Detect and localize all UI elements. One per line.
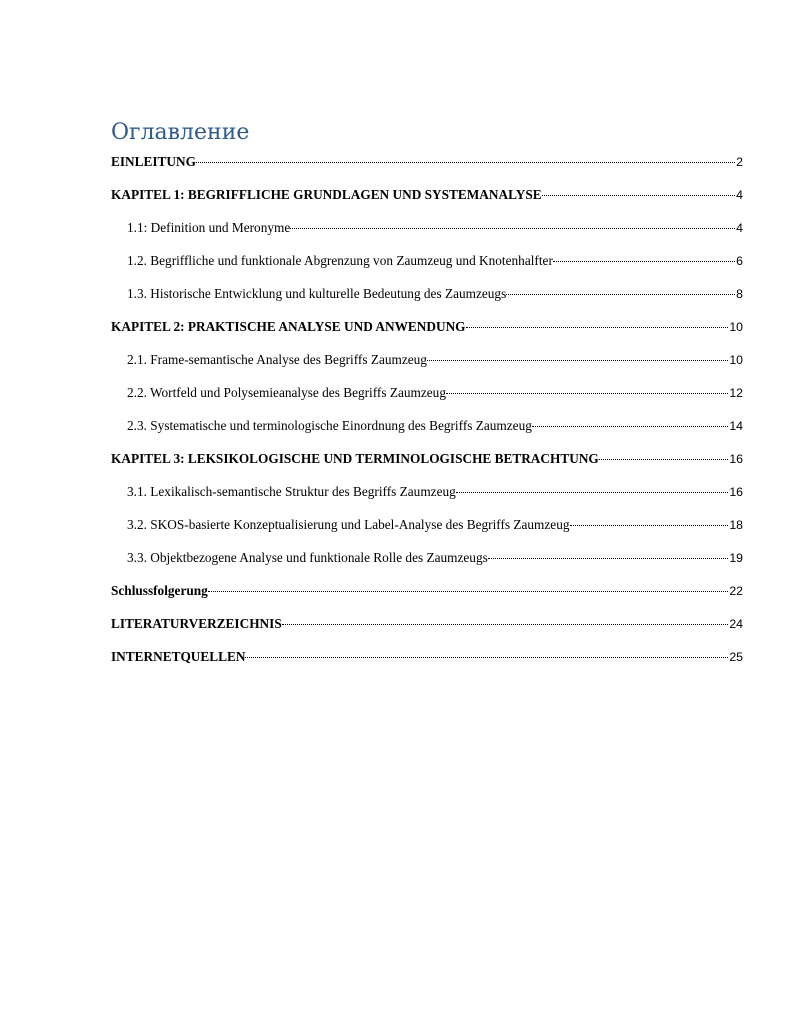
toc-entry-label: 3.2. SKOS-basierte Konzeptualisierung und Label-Analyse des Begriffs Zaumzeug xyxy=(127,517,570,532)
toc-entry-kapitel-3[interactable] xyxy=(111,450,743,468)
toc-entry-3-1[interactable] xyxy=(127,483,743,501)
toc-entry-kapitel-1[interactable] xyxy=(111,186,743,204)
toc-page-number: 6 xyxy=(736,254,743,268)
dot-leader xyxy=(282,624,729,625)
toc-entry-3-2[interactable] xyxy=(127,516,743,534)
toc-entry-label: Schlussfolgerung xyxy=(111,583,208,598)
toc-entry-kapitel-2[interactable] xyxy=(111,318,743,336)
toc-entry-label: 1.3. Historische Entwicklung und kulturelle Bedeutung des Zaumzeugs xyxy=(127,286,507,301)
toc-page-number: 2 xyxy=(736,155,743,169)
dot-leader xyxy=(456,492,729,493)
toc-entry-label: KAPITEL 2: PRAKTISCHE ANALYSE UND ANWENDUNG xyxy=(111,319,466,334)
toc-page-number: 16 xyxy=(729,485,743,499)
toc-page-number: 4 xyxy=(736,221,743,235)
toc-entry-label: 1.1: Definition und Meronyme xyxy=(127,220,291,235)
dot-leader xyxy=(542,195,736,196)
toc-page-number: 4 xyxy=(736,188,743,202)
toc-entry-literaturverzeichnis[interactable] xyxy=(111,615,743,633)
toc-page-number: 12 xyxy=(729,386,743,400)
toc-entry-label: EINLEITUNG xyxy=(111,154,196,169)
toc-page-number: 24 xyxy=(729,617,743,631)
dot-leader xyxy=(466,327,729,328)
toc-title: Оглавление xyxy=(111,120,250,145)
toc-entry-label: 3.1. Lexikalisch-semantische Struktur des Begriffs Zaumzeug xyxy=(127,484,456,499)
toc-entry-label: 2.1. Frame-semantische Analyse des Begriffs Zaumzeug xyxy=(127,352,427,367)
toc-entry-schlussfolgerung[interactable] xyxy=(111,582,743,600)
toc-page-number: 14 xyxy=(729,419,743,433)
toc-page-number: 10 xyxy=(729,353,743,367)
toc-entry-label: LITERATURVERZEICHNIS xyxy=(111,616,282,631)
dot-leader xyxy=(208,591,729,592)
dot-leader xyxy=(427,360,728,361)
toc-entry-label: 2.3. Systematische und terminologische Einordnung des Begriffs Zaumzeug xyxy=(127,418,532,433)
toc-entry-label: KAPITEL 3: LEKSIKOLOGISCHE UND TERMINOLOGISCHE BETRACHTUNG xyxy=(111,451,599,466)
toc-entry-label: KAPITEL 1: BEGRIFFLICHE GRUNDLAGEN UND SYSTEMANALYSE xyxy=(111,187,542,202)
dot-leader xyxy=(506,294,735,295)
toc-entry-internetquellen[interactable] xyxy=(111,648,743,666)
dot-leader xyxy=(532,426,728,427)
toc-entry-label: 2.2. Wortfeld und Polysemieanalyse des Begriffs Zaumzeug xyxy=(127,385,446,400)
dot-leader xyxy=(290,228,735,229)
toc-entry-label: INTERNETQUELLEN xyxy=(111,649,246,664)
dot-leader xyxy=(245,657,728,658)
toc-page-number: 19 xyxy=(729,551,743,565)
dot-leader xyxy=(196,162,735,163)
toc-entry-2-2[interactable] xyxy=(127,384,743,402)
toc-entry-3-3[interactable] xyxy=(127,549,743,567)
toc-entry-1-3[interactable] xyxy=(127,285,743,303)
dot-leader xyxy=(488,558,729,559)
toc-entry-1-1[interactable] xyxy=(127,219,743,237)
toc-page-number: 16 xyxy=(729,452,743,466)
toc-page-number: 10 xyxy=(729,320,743,334)
toc-entry-einleitung[interactable] xyxy=(111,153,743,171)
toc-entry-1-2[interactable] xyxy=(127,252,743,270)
toc-page-number: 25 xyxy=(729,650,743,664)
toc-page-number: 18 xyxy=(729,518,743,532)
toc-entry-label: 3.3. Objektbezogene Analyse und funktionale Rolle des Zaumzeugs xyxy=(127,550,488,565)
dot-leader xyxy=(553,261,735,262)
toc-page-number: 8 xyxy=(736,287,743,301)
dot-leader xyxy=(446,393,728,394)
dot-leader xyxy=(570,525,729,526)
toc-entry-2-1[interactable] xyxy=(127,351,743,369)
toc-entry-2-3[interactable] xyxy=(127,417,743,435)
dot-leader xyxy=(599,459,729,460)
toc-page-number: 22 xyxy=(729,584,743,598)
toc-entry-label: 1.2. Begriffliche und funktionale Abgrenzung von Zaumzeug und Knotenhalfter xyxy=(127,253,553,268)
